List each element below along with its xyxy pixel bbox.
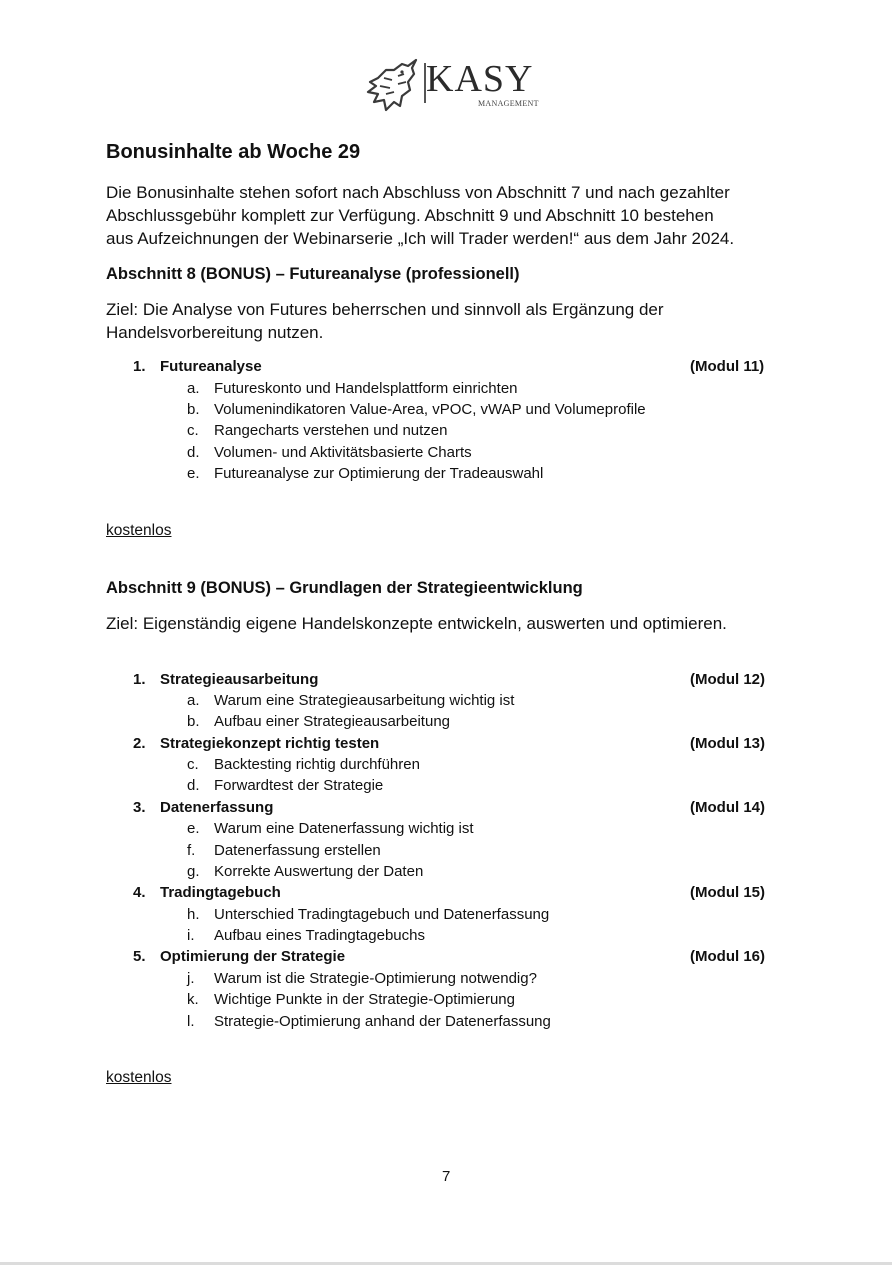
modul-15-label: (Modul 15) <box>690 884 765 901</box>
list-item: f. Datenerfassung erstellen <box>187 842 381 859</box>
page-number: 7 <box>442 1168 451 1185</box>
section-9-item-2: 2. Strategiekonzept richtig testen <box>133 735 380 752</box>
list-item: l. Strategie-Optimierung anhand der Datenerfassung <box>187 1013 551 1030</box>
page-title: Bonusinhalte ab Woche 29 <box>106 141 361 163</box>
section-9-title: Abschnitt 9 (BONUS) – Grundlagen der Strategieentwicklung <box>106 579 583 597</box>
list-item: e. Futureanalyse zur Optimierung der Tradeauswahl <box>187 465 544 482</box>
modul-13-label: (Modul 13) <box>690 735 765 752</box>
section-9-price: kostenlos <box>106 1069 172 1086</box>
modul-12-label: (Modul 12) <box>690 671 765 688</box>
section-8-goal-line-2: Handelsvorbereitung nutzen. <box>106 323 324 342</box>
section-9-item-5: 5. Optimierung der Strategie <box>133 948 346 965</box>
list-item: k. Wichtige Punkte in der Strategie-Optimierung <box>187 991 515 1008</box>
section-8-price: kostenlos <box>106 522 172 539</box>
list-item: e. Warum eine Datenerfassung wichtig ist <box>187 820 474 837</box>
list-item: c. Rangecharts verstehen und nutzen <box>187 422 448 439</box>
list-item: h. Unterschied Tradingtagebuch und Datenerfassung <box>187 906 550 923</box>
section-9-item-4: 4. Tradingtagebuch <box>133 884 281 901</box>
intro-line-1: Die Bonusinhalte stehen sofort nach Abschluss von Abschnitt 7 und nach gezahlter <box>106 183 730 202</box>
list-item: a. Futureskonto und Handelsplattform einrichten <box>187 380 518 397</box>
section-8-goal-line-1: Ziel: Die Analyse von Futures beherrschen und sinnvoll als Ergänzung der <box>106 300 664 319</box>
section-8-item-1: 1. Futureanalyse <box>133 358 262 375</box>
list-item: a. Warum eine Strategieausarbeitung wichtig ist <box>187 692 515 709</box>
section-9-item-1: 1. Strategieausarbeitung <box>133 671 319 688</box>
list-item: g. Korrekte Auswertung der Daten <box>187 863 424 880</box>
list-item: j. Warum ist die Strategie-Optimierung notwendig? <box>187 970 537 987</box>
list-item: b. Volumenindikatoren Value-Area, vPOC, vWAP und Volumeprofile <box>187 401 646 418</box>
logo-name: KASY <box>426 58 534 100</box>
modul-16-label: (Modul 16) <box>690 948 765 965</box>
list-item: c. Backtesting richtig durchführen <box>187 756 420 773</box>
modul-14-label: (Modul 14) <box>690 799 765 816</box>
list-item: d. Volumen- und Aktivitätsbasierte Charts <box>187 444 472 461</box>
list-item: i. Aufbau eines Tradingtagebuchs <box>187 927 425 944</box>
kasy-logo <box>364 56 539 114</box>
section-9-goal: Ziel: Eigenständig eigene Handelskonzepte entwickeln, auswerten und optimieren. <box>106 614 727 633</box>
section-8-title: Abschnitt 8 (BONUS) – Futureanalyse (professionell) <box>106 265 520 283</box>
modul-11-label: (Modul 11) <box>690 358 765 375</box>
logo-subtitle: MANAGEMENT <box>478 99 539 108</box>
section-9-item-3: 3. Datenerfassung <box>133 799 274 816</box>
list-item: b. Aufbau einer Strategieausarbeitung <box>187 713 451 730</box>
wolf-head-icon <box>364 56 422 114</box>
intro-line-3: aus Aufzeichnungen der Webinarserie „Ich will Trader werden!“ aus dem Jahr 2024. <box>106 229 735 248</box>
list-item: d. Forwardtest der Strategie <box>187 777 384 794</box>
intro-line-2: Abschlussgebühr komplett zur Verfügung. Abschnitt 9 und Abschnitt 10 bestehen <box>106 206 714 225</box>
